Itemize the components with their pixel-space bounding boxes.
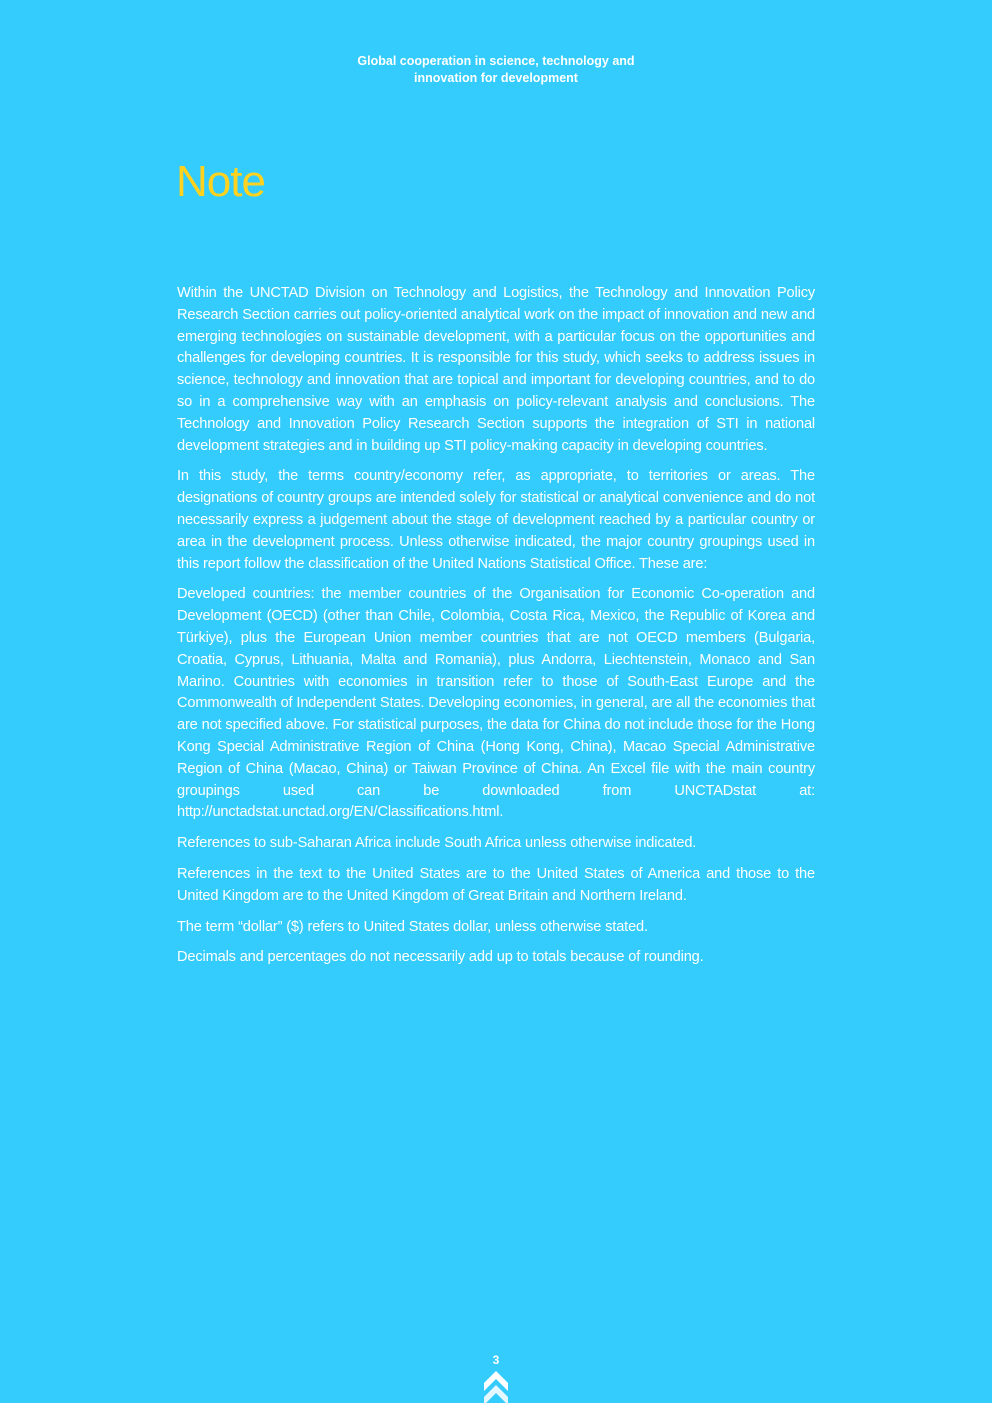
running-header-line-1: Global cooperation in science, technology and bbox=[357, 54, 635, 68]
paragraph-dollar: The term “dollar” ($) refers to United States dollar, unless otherwise stated. bbox=[177, 918, 648, 935]
paragraph-developed-countries: Developed countries: the member countries of the Organisation for Economic Co-operation and Development (OECD) (other than Chile, Colombia, Costa Rica, Mexico, the Republic of Korea and Türkiye), plus the European Union member countries that are not OECD members (Bulgaria, Croatia, Cyprus, Lithuania, Malta and Romania), plus Andorra, Liechtenstein, Monaco and San Marino. Countries with economies in transition refer to those of South-East Europe and the Commonwealth of Independent States. Developing economies, in general, are all the economies that are not specified above. For statistical purposes, the data for China do not include those for the Hong Kong Special Administrative Region of China (Hong Kong, China), Macao Special Administrative Region of China (Macao, China) or Taiwan Province of China. An Excel file with the main country groupings used can be downloaded from UNCTADstat at: http://unctadstat.unctad.org/EN/Classifications.html. bbox=[177, 586, 815, 821]
running-header-line-2: innovation for development bbox=[414, 71, 578, 85]
page-footer bbox=[0, 1352, 992, 1403]
running-header bbox=[0, 53, 992, 87]
page-title: Note bbox=[176, 157, 265, 206]
paragraph-us-uk: References in the text to the United States are to the United States of America and those to the United Kingdom are to the United Kingdom of Great Britain and Northern Ireland. bbox=[177, 865, 815, 904]
paragraph-research-section: Within the UNCTAD Division on Technology and Logistics, the Technology and Innovation Policy Research Section carries out policy-oriented analytical work on the impact of innovation and new and emerging technologies on sustainable development, with a particular focus on the opportunities and challenges for developing countries. It is responsible for this study, which seeks to address issues in science, technology and innovation that are topical and important for developing countries, and to do so in a comprehensive way with an emphasis on policy-relevant analysis and conclusions. The Technology and Innovation Policy Research Section supports the integration of STI in national development strategies and in building up STI policy-making capacity in developing countries. bbox=[177, 285, 815, 454]
paragraph-rounding: Decimals and percentages do not necessarily add up to totals because of rounding. bbox=[177, 949, 704, 966]
paragraph-sub-saharan-africa: References to sub-Saharan Africa include South Africa unless otherwise indicated. bbox=[177, 835, 697, 852]
paragraph-country-terms: In this study, the terms country/economy refer, as appropriate, to territories or areas. The designations of country groups are intended solely for statistical or analytical convenience and do not necessarily express a judgement about the stage of development reached by a particular country or area in the development process. Unless otherwise indicated, the major country groupings used in this report follow the classification of the United Nations Statistical Office. These are: bbox=[177, 468, 815, 572]
note-body bbox=[177, 283, 815, 978]
double-chevron-up-icon bbox=[484, 1371, 508, 1403]
page-number: 3 bbox=[492, 1353, 500, 1367]
